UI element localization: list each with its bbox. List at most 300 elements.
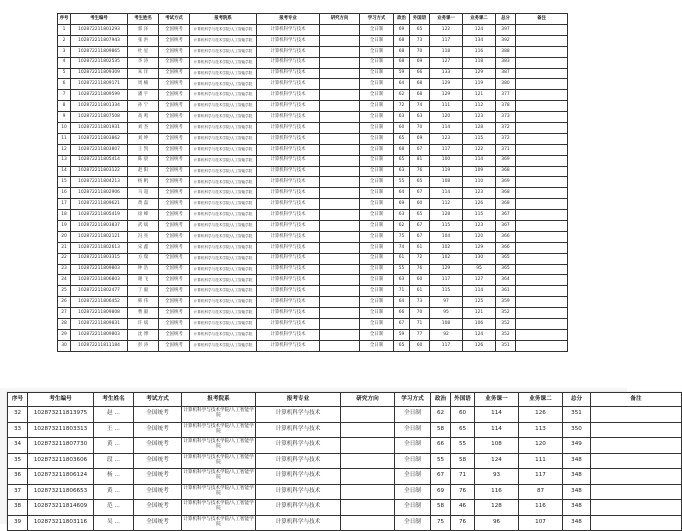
remarks [516, 264, 568, 275]
study-mode: 全日制 [360, 319, 394, 330]
major: 计算机科学与技术 [257, 79, 320, 90]
table-row [58, 275, 568, 286]
department: 计算机科学与技术学院/人工智能学院 [190, 90, 257, 101]
research-direction [320, 25, 360, 36]
exam-method: 全国统考 [159, 177, 190, 188]
candidate-name: 杨 帆 [128, 177, 159, 188]
study-mode: 全日制 [360, 177, 394, 188]
research-direction [320, 210, 360, 221]
candidate-id: 102872211809803 [71, 264, 128, 275]
foreign-language-score: 46 [451, 500, 475, 516]
foreign-language-score: 65 [410, 177, 430, 188]
study-mode: 全日制 [360, 112, 394, 123]
department: 计算机科学与技术学院/人工智能学院 [190, 177, 257, 188]
score-table-page-1 [57, 13, 568, 352]
remarks [516, 199, 568, 210]
course-one-score: 114 [475, 422, 519, 438]
course-one-score: 116 [475, 484, 519, 500]
candidate-name: 冯 亮 [128, 231, 159, 242]
study-mode: 全日制 [360, 253, 394, 264]
total-score: 371 [496, 144, 516, 155]
department: 计算机科学与技术学院/人工智能学院 [190, 199, 257, 210]
candidate-id: 102873211803313 [28, 422, 94, 438]
major: 计算机科学与技术 [257, 308, 320, 319]
candidate-name: 曹 毅 [128, 308, 159, 319]
politics-score: 71 [394, 286, 410, 297]
total-score: 365 [496, 264, 516, 275]
candidate-name: 范 … [94, 500, 134, 516]
department: 计算机科学与技术学院/人工智能学院 [190, 210, 257, 221]
study-mode: 全日制 [395, 500, 431, 516]
total-score: 348 [563, 515, 591, 531]
row-number: 30 [58, 340, 71, 351]
politics-score: 68 [394, 57, 410, 68]
study-mode: 全日制 [360, 101, 394, 112]
total-score: 372 [496, 133, 516, 144]
research-direction [320, 286, 360, 297]
remarks [516, 319, 568, 330]
course-two-score: 134 [463, 35, 496, 46]
table-row [58, 242, 568, 253]
study-mode: 全日制 [360, 308, 394, 319]
table-row [58, 144, 568, 155]
table-row [8, 515, 682, 531]
course-one-score: 97 [430, 297, 463, 308]
total-score: 368 [496, 199, 516, 210]
politics-score: 58 [431, 500, 451, 516]
exam-method: 全国统考 [134, 500, 182, 516]
column-header: 外国语 [451, 393, 475, 407]
study-mode: 全日制 [360, 242, 394, 253]
total-score: 365 [496, 253, 516, 264]
column-header: 研究方向 [320, 14, 360, 25]
exam-method: 全国统考 [159, 286, 190, 297]
exam-method: 全国统考 [159, 90, 190, 101]
foreign-language-score: 69 [410, 133, 430, 144]
major: 计算机科学与技术 [257, 25, 320, 36]
research-direction [320, 264, 360, 275]
politics-score: 64 [394, 297, 410, 308]
row-number: 20 [58, 231, 71, 242]
department: 计算机科学与技术学院/人工智能学院 [182, 407, 256, 423]
remarks [516, 329, 568, 340]
remarks [516, 25, 568, 36]
major: 计算机科学与技术 [257, 286, 320, 297]
department: 计算机科学与技术学院/人工智能学院 [182, 438, 256, 454]
candidate-name: 李 涛 [128, 57, 159, 68]
study-mode: 全日制 [360, 79, 394, 90]
row-number: 24 [58, 275, 71, 286]
foreign-language-score: 63 [410, 112, 430, 123]
politics-score: 65 [394, 133, 410, 144]
table-row [58, 90, 568, 101]
major: 计算机科学与技术 [257, 319, 320, 330]
row-number: 38 [8, 500, 28, 516]
table-row [8, 407, 682, 423]
total-score: 378 [496, 101, 516, 112]
foreign-language-score: 67 [410, 144, 430, 155]
foreign-language-score: 61 [410, 242, 430, 253]
remarks [516, 123, 568, 134]
exam-method: 全国统考 [159, 231, 190, 242]
candidate-id: 102872211811184 [71, 340, 128, 351]
research-direction [320, 319, 360, 330]
exam-method: 全国统考 [134, 469, 182, 485]
course-two-score: 117 [519, 469, 563, 485]
total-score: 359 [496, 297, 516, 308]
major: 计算机科学与技术 [257, 123, 320, 134]
candidate-id: 102872211806452 [71, 297, 128, 308]
course-two-score: 116 [463, 46, 496, 57]
table-row [58, 210, 568, 221]
exam-method: 全国统考 [159, 144, 190, 155]
column-header: 外国语 [410, 14, 430, 25]
study-mode: 全日制 [360, 133, 394, 144]
candidate-name: 黄 … [94, 484, 134, 500]
course-one-score: 117 [430, 275, 463, 286]
major: 计算机科学与技术 [257, 144, 320, 155]
exam-method: 全国统考 [159, 46, 190, 57]
major: 计算机科学与技术 [257, 275, 320, 286]
politics-score: 69 [431, 484, 451, 500]
column-header: 总分 [563, 393, 591, 407]
candidate-id: 102872211807508 [71, 112, 128, 123]
politics-score: 55 [394, 264, 410, 275]
course-two-score: 124 [463, 25, 496, 36]
politics-score: 66 [431, 438, 451, 454]
course-one-score: 117 [430, 144, 463, 155]
research-direction [341, 469, 395, 485]
foreign-language-score: 69 [410, 57, 430, 68]
course-one-score: 96 [475, 515, 519, 531]
research-direction [320, 221, 360, 232]
course-one-score: 114 [430, 188, 463, 199]
research-direction [320, 166, 360, 177]
table-row [58, 133, 568, 144]
exam-method: 全国统考 [134, 453, 182, 469]
remarks [516, 79, 568, 90]
foreign-language-score: 70 [410, 46, 430, 57]
column-header: 学习方式 [395, 393, 431, 407]
research-direction [320, 57, 360, 68]
candidate-id: 102873211803116 [28, 515, 94, 531]
department: 计算机科学与技术学院/人工智能学院 [190, 221, 257, 232]
research-direction [320, 123, 360, 134]
department: 计算机科学与技术学院/人工智能学院 [182, 515, 256, 531]
candidate-id: 102872211809621 [71, 199, 128, 210]
foreign-language-score: 65 [451, 422, 475, 438]
candidate-id: 102872211803807 [71, 144, 128, 155]
row-number: 26 [58, 297, 71, 308]
row-number: 15 [58, 177, 71, 188]
exam-method: 全国统考 [159, 25, 190, 36]
course-one-score: 128 [475, 500, 519, 516]
foreign-language-score: 55 [451, 438, 475, 454]
total-score: 369 [496, 155, 516, 166]
major: 计算机科学与技术 [257, 340, 320, 351]
total-score: 397 [496, 25, 516, 36]
course-two-score: 128 [463, 123, 496, 134]
politics-score: 69 [394, 25, 410, 36]
research-direction [341, 500, 395, 516]
candidate-name: 吴 … [94, 515, 134, 531]
politics-score: 67 [394, 319, 410, 330]
column-header: 报考院系 [182, 393, 256, 407]
course-two-score: 126 [463, 340, 496, 351]
column-header: 业务课一 [475, 393, 519, 407]
candidate-name: 张 洪 [128, 35, 159, 46]
remarks [591, 469, 682, 485]
foreign-language-score: 67 [410, 188, 430, 199]
candidate-name: 黄 磊 [128, 199, 159, 210]
row-number: 5 [58, 68, 71, 79]
total-score: 366 [496, 242, 516, 253]
major: 计算机科学与技术 [256, 469, 341, 485]
course-two-score: 115 [463, 210, 496, 221]
exam-method: 全国统考 [159, 319, 190, 330]
exam-method: 全国统考 [134, 438, 182, 454]
major: 计算机科学与技术 [257, 297, 320, 308]
total-score: 373 [496, 112, 516, 123]
department: 计算机科学与技术学院/人工智能学院 [190, 188, 257, 199]
row-number: 14 [58, 166, 71, 177]
department: 计算机科学与技术学院/人工智能学院 [190, 133, 257, 144]
study-mode: 全日制 [395, 484, 431, 500]
column-header: 考试方式 [159, 14, 190, 25]
table-row [58, 112, 568, 123]
total-score: 348 [563, 484, 591, 500]
major: 计算机科学与技术 [257, 177, 320, 188]
row-number: 25 [58, 286, 71, 297]
course-two-score: 120 [519, 438, 563, 454]
politics-score: 62 [394, 221, 410, 232]
candidate-id: 102872211802613 [71, 242, 128, 253]
study-mode: 全日制 [395, 422, 431, 438]
major: 计算机科学与技术 [257, 264, 320, 275]
row-number: 37 [8, 484, 28, 500]
exam-method: 全国统考 [159, 329, 190, 340]
politics-score: 72 [394, 101, 410, 112]
course-two-score: 112 [463, 101, 496, 112]
table-row [8, 500, 682, 516]
department: 计算机科学与技术学院/人工智能学院 [190, 144, 257, 155]
department: 计算机科学与技术学院/人工智能学院 [190, 101, 257, 112]
politics-score: 68 [394, 46, 410, 57]
total-score: 351 [563, 407, 591, 423]
row-number: 12 [58, 144, 71, 155]
department: 计算机科学与技术学院/人工智能学院 [190, 264, 257, 275]
total-score: 368 [496, 166, 516, 177]
remarks [516, 242, 568, 253]
study-mode: 全日制 [395, 407, 431, 423]
major: 计算机科学与技术 [256, 515, 341, 531]
course-two-score: 126 [519, 407, 563, 423]
major: 计算机科学与技术 [256, 438, 341, 454]
course-two-score: 111 [519, 453, 563, 469]
department: 计算机科学与技术学院/人工智能学院 [190, 155, 257, 166]
table-row [58, 340, 568, 351]
study-mode: 全日制 [360, 166, 394, 177]
course-one-score: 129 [430, 264, 463, 275]
foreign-language-score: 67 [410, 231, 430, 242]
research-direction [320, 177, 360, 188]
foreign-language-score: 77 [410, 329, 430, 340]
candidate-id: 102872211807943 [71, 35, 128, 46]
remarks [516, 308, 568, 319]
table-header-row [8, 393, 682, 407]
table-row [8, 469, 682, 485]
candidate-name: 黄 … [94, 438, 134, 454]
row-number: 2 [58, 35, 71, 46]
total-score: 348 [563, 500, 591, 516]
course-one-score: 100 [430, 155, 463, 166]
department: 计算机科学与技术学院/人工智能学院 [182, 453, 256, 469]
course-two-score: 95 [463, 264, 496, 275]
politics-score: 75 [394, 231, 410, 242]
total-score: 392 [496, 35, 516, 46]
exam-method: 全国统考 [159, 275, 190, 286]
column-header: 备注 [591, 393, 682, 407]
course-two-score: 125 [463, 297, 496, 308]
politics-score: 61 [394, 253, 410, 264]
exam-method: 全国统考 [159, 199, 190, 210]
candidate-name: 武 斌 [128, 221, 159, 232]
row-number: 9 [58, 112, 71, 123]
course-two-score: 122 [463, 144, 496, 155]
politics-score: 58 [431, 422, 451, 438]
course-two-score: 130 [463, 253, 496, 264]
row-number: 8 [58, 101, 71, 112]
politics-score: 75 [431, 515, 451, 531]
course-one-score: 122 [430, 25, 463, 36]
course-two-score: 110 [463, 177, 496, 188]
table-row [58, 264, 568, 275]
exam-method: 全国统考 [159, 68, 190, 79]
major: 计算机科学与技术 [256, 422, 341, 438]
study-mode: 全日制 [360, 264, 394, 275]
major: 计算机科学与技术 [257, 68, 320, 79]
study-mode: 全日制 [360, 123, 394, 134]
course-one-score: 129 [430, 90, 463, 101]
politics-score: 64 [394, 79, 410, 90]
remarks [516, 90, 568, 101]
politics-score: 65 [394, 340, 410, 351]
course-two-score: 121 [463, 308, 496, 319]
department: 计算机科学与技术学院/人工智能学院 [190, 242, 257, 253]
politics-score: 65 [394, 155, 410, 166]
course-one-score: 115 [430, 221, 463, 232]
research-direction [320, 188, 360, 199]
exam-method: 全国统考 [159, 210, 190, 221]
total-score: 361 [496, 286, 516, 297]
major: 计算机科学与技术 [257, 329, 320, 340]
candidate-name: 谢 飞 [128, 275, 159, 286]
course-one-score: 123 [430, 133, 463, 144]
remarks [516, 253, 568, 264]
remarks [516, 221, 568, 232]
candidate-name: 周 楠 [128, 79, 159, 90]
remarks [516, 177, 568, 188]
major: 计算机科学与技术 [257, 112, 320, 123]
course-two-score: 123 [463, 188, 496, 199]
research-direction [320, 340, 360, 351]
politics-score: 63 [394, 166, 410, 177]
course-two-score: 123 [463, 112, 496, 123]
column-header: 业务课二 [519, 393, 563, 407]
row-number: 4 [58, 57, 71, 68]
table-row [58, 297, 568, 308]
candidate-name: 钟 浩 [128, 264, 159, 275]
research-direction [341, 422, 395, 438]
politics-score: 63 [394, 210, 410, 221]
row-number: 34 [8, 438, 28, 454]
politics-score: 69 [394, 199, 410, 210]
candidate-id: 102872211802477 [71, 286, 128, 297]
candidate-id: 102872211809803 [71, 329, 128, 340]
row-number: 10 [58, 123, 71, 134]
course-one-score: 102 [430, 242, 463, 253]
candidate-id: 102872211803837 [71, 221, 128, 232]
course-two-score: 129 [463, 242, 496, 253]
department: 计算机科学与技术学院/人工智能学院 [182, 500, 256, 516]
total-score: 352 [496, 319, 516, 330]
exam-method: 全国统考 [134, 407, 182, 423]
column-header: 序号 [8, 393, 28, 407]
foreign-language-score: 58 [451, 453, 475, 469]
candidate-name: 王 凯 [128, 144, 159, 155]
table-row [58, 57, 568, 68]
politics-score: 68 [394, 35, 410, 46]
course-one-score: 114 [430, 123, 463, 134]
total-score: 367 [496, 221, 516, 232]
table-row [58, 329, 568, 340]
table-row [58, 188, 568, 199]
study-mode: 全日制 [360, 188, 394, 199]
department: 计算机科学与技术学院/人工智能学院 [190, 35, 257, 46]
research-direction [320, 90, 360, 101]
course-two-score: 123 [463, 221, 496, 232]
department: 计算机科学与技术学院/人工智能学院 [190, 286, 257, 297]
course-one-score: 95 [430, 308, 463, 319]
department: 计算机科学与技术学院/人工智能学院 [190, 123, 257, 134]
department: 计算机科学与技术学院/人工智能学院 [190, 297, 257, 308]
table-row [58, 177, 568, 188]
candidate-id: 102872211804213 [71, 177, 128, 188]
study-mode: 全日制 [395, 469, 431, 485]
politics-score: 68 [394, 144, 410, 155]
candidate-id: 102872211802535 [71, 57, 128, 68]
table-row [58, 199, 568, 210]
candidate-id: 102872211805414 [71, 155, 128, 166]
candidate-name: 赵 阳 [128, 166, 159, 177]
exam-method: 全国统考 [159, 340, 190, 351]
candidate-id: 102872211801931 [71, 123, 128, 134]
course-two-score: 115 [463, 133, 496, 144]
foreign-language-score: 73 [410, 35, 430, 46]
remarks [591, 484, 682, 500]
course-one-score: 129 [430, 79, 463, 90]
department: 计算机科学与技术学院/人工智能学院 [190, 329, 257, 340]
research-direction [320, 133, 360, 144]
candidate-name: 郭 泽 [128, 25, 159, 36]
politics-score: 63 [394, 275, 410, 286]
politics-score: 55 [431, 453, 451, 469]
candidate-name: 陈 晨 [128, 155, 159, 166]
row-number: 39 [8, 515, 28, 531]
course-one-score: 112 [430, 199, 463, 210]
course-two-score: 127 [463, 275, 496, 286]
row-number: 32 [8, 407, 28, 423]
